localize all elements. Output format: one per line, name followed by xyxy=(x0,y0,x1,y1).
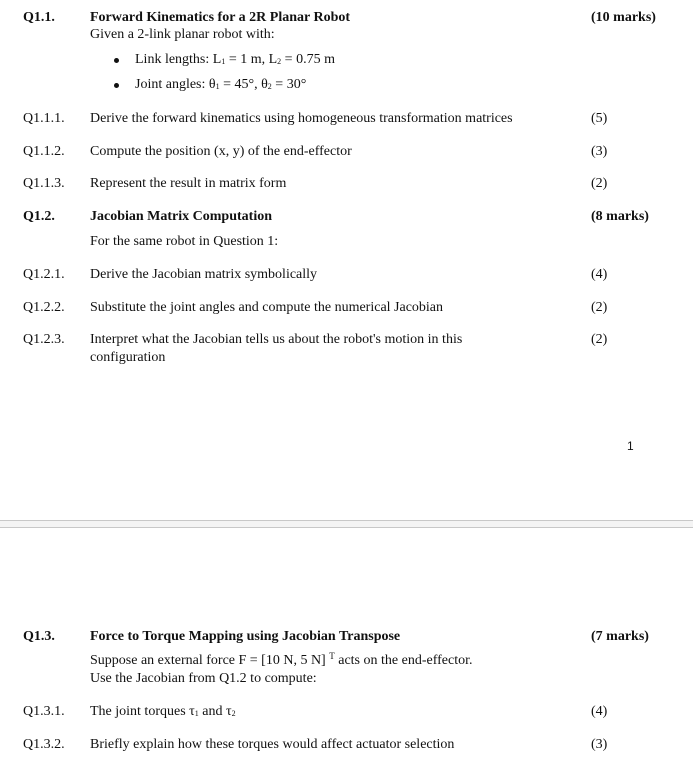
subquestion-number: Q1.3.2. xyxy=(23,737,65,752)
subquestion-text: Represent the result in matrix form xyxy=(90,176,287,191)
subquestion-number: Q1.3.1. xyxy=(23,704,65,719)
question-title: Forward Kinematics for a 2R Planar Robot xyxy=(90,10,351,25)
question-marks: (7 marks) xyxy=(591,629,649,644)
subquestion-number: Q1.2.2. xyxy=(23,300,65,315)
bullet-item-joint-angles: Joint angles: $\theta_1 = 45^\circ$, $\theta_2 = 30^\circ$ xyxy=(135,77,307,92)
subquestion-text: Substitute the joint angles and compute the numerical Jacobian xyxy=(90,300,444,315)
subquestion-number: Q1.1.2. xyxy=(23,144,65,159)
question-number: Q1.3. xyxy=(23,629,55,644)
subquestion-text: Interpret what the Jacobian tells us about the robot's motion in this configuration xyxy=(90,332,463,365)
subquestion-marks: (2) xyxy=(591,176,608,191)
bullet-icon xyxy=(114,58,119,63)
subquestion-text: The joint torques $\tau_1$ and $\tau_2$ xyxy=(90,704,236,719)
subquestion-marks: (2) xyxy=(591,300,608,315)
question-marks: (10 marks) xyxy=(591,10,656,25)
subquestion-text: Derive the Jacobian matrix symbolically xyxy=(90,267,318,282)
subquestion-number: Q1.2.3. xyxy=(23,332,65,347)
page-separator xyxy=(0,520,693,528)
question-intro-line-2: Use the Jacobian from Q1.2 to compute: xyxy=(90,671,317,686)
subquestion-marks: (3) xyxy=(591,144,608,159)
subquestion-number: Q1.2.1. xyxy=(23,267,65,282)
subquestion-marks: (4) xyxy=(591,267,608,282)
question-title: Jacobian Matrix Computation xyxy=(90,209,272,224)
question-intro: For the same robot in Question 1: xyxy=(90,234,279,249)
question-intro: Given a 2-link planar robot with: xyxy=(90,27,275,42)
question-number: Q1.2. xyxy=(23,209,55,224)
subquestion-marks: (5) xyxy=(591,111,608,126)
document-page-2 xyxy=(0,528,693,765)
bullet-item-link-lengths: Link lengths: $L_1 = 1$ m, $L_2 = 0.75$ m xyxy=(135,52,335,67)
question-title: Force to Torque Mapping using Jacobian Transpose xyxy=(90,629,401,644)
subquestion-marks: (3) xyxy=(591,737,608,752)
bullet-icon xyxy=(114,83,119,88)
subquestion-number: Q1.1.3. xyxy=(23,176,65,191)
subquestion-number: Q1.1.1. xyxy=(23,111,65,126)
subquestion-marks: (2) xyxy=(591,332,608,347)
subquestion-text: Derive the forward kinematics using homogeneous transformation matrices xyxy=(90,111,513,126)
question-marks: (8 marks) xyxy=(591,209,649,224)
page-number: 1 xyxy=(627,439,634,453)
question-intro-line-1: Suppose an external force F = [10 N, 5 N] $^T$ acts on the end-effector. xyxy=(90,651,473,668)
subquestion-marks: (4) xyxy=(591,704,608,719)
subquestion-text: Compute the position (x, y) of the end-effector xyxy=(90,144,352,159)
subquestion-text: Briefly explain how these torques would affect actuator selection xyxy=(90,737,455,752)
question-number: Q1.1. xyxy=(23,10,55,25)
